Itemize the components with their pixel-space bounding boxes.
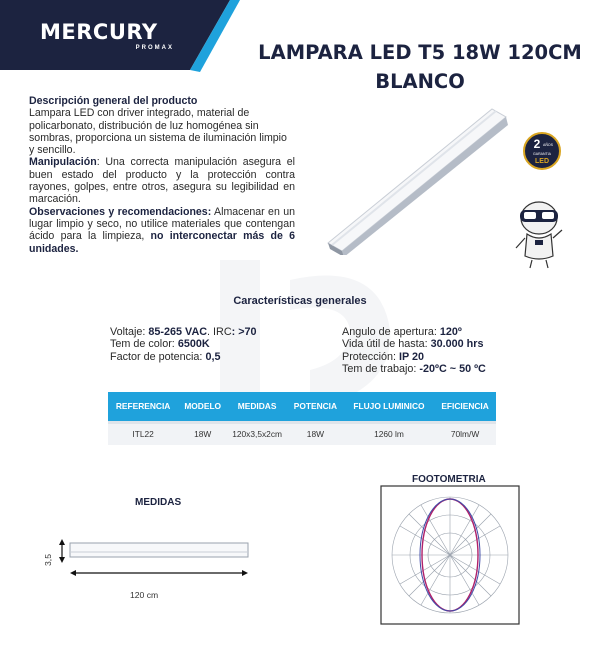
- feature-value: 0,5: [205, 350, 221, 363]
- description-text: Lampara LED con driver integrado, material de policarbonato, distribución de luz homogénea sin sombras, proporciona un sistema de iluminación limpio y sencillo.: [29, 107, 287, 157]
- feature-value: IP 20: [399, 350, 425, 363]
- photometry-polar-diagram: [380, 485, 520, 625]
- observations-warning: no interconectar más de 6 unidades.: [29, 230, 296, 255]
- feature-work-temp: [342, 363, 486, 375]
- feature-value: 120º: [439, 326, 462, 338]
- manipulation-label: Manipulación: [29, 156, 97, 169]
- brand-name: MERCURY: [40, 20, 158, 44]
- feature-label: Protección:: [342, 350, 400, 363]
- feature-voltage: [110, 326, 257, 338]
- title-line-2: BLANCO: [375, 70, 465, 93]
- badge-unit: AÑOS: [543, 143, 553, 147]
- brand-logo: [40, 20, 180, 60]
- table-cell: 1260 lm: [344, 422, 434, 445]
- feature-power-factor: [110, 351, 257, 363]
- fotometria-title: FOOTOMETRIA: [412, 474, 486, 485]
- feature-label: Voltaje:: [110, 326, 149, 338]
- table-header-row: [108, 392, 496, 422]
- length-label: 120 cm: [130, 590, 159, 600]
- product-title: [250, 38, 590, 96]
- feature-label: Angulo de apertura:: [342, 326, 440, 338]
- product-description: [29, 95, 295, 255]
- feature-beam-angle: [342, 326, 486, 338]
- feature-value: 30.000 hrs: [430, 338, 484, 351]
- feature-value: : >70: [231, 326, 257, 338]
- feature-lifetime: [342, 338, 486, 350]
- title-line-1: LAMPARA LED T5 18W 120CM: [258, 41, 582, 64]
- badge-line2: LED: [535, 158, 549, 165]
- feature-value: -20ºC ~ 50 ºC: [419, 363, 486, 376]
- table-header: MEDIDAS: [227, 392, 287, 422]
- badge-years: 2: [533, 137, 541, 151]
- table-header: POTENCIA: [287, 392, 344, 422]
- observations-text: Almacenar en un lugar limpio y seco, no utilice materiales que contengan ácido para la limpieza,: [29, 205, 295, 243]
- feature-label: Factor de potencia:: [110, 350, 206, 363]
- badge-line1: GARANTIA: [533, 152, 551, 156]
- feature-label: Tem de trabajo:: [342, 363, 420, 376]
- brand-sub: PROMAX: [135, 45, 174, 51]
- features-right: [342, 326, 486, 376]
- table-header: MODELO: [178, 392, 227, 422]
- table-cell: 18W: [287, 422, 344, 445]
- table-cell: 18W: [178, 422, 227, 445]
- table-row: [108, 422, 496, 445]
- feature-label: . IRC: [207, 326, 232, 338]
- feature-value: 6500K: [177, 338, 210, 351]
- medidas-title: MEDIDAS: [135, 497, 182, 508]
- table-cell: 70lm/W: [434, 422, 496, 445]
- mascot-icon: [512, 190, 567, 270]
- features-left: [110, 326, 257, 363]
- warranty-badge-icon: [522, 131, 562, 171]
- table-header: EFICIENCIA: [434, 392, 496, 422]
- table-cell: 120x3,5x2cm: [227, 422, 287, 445]
- feature-label: Vida útil de hasta:: [342, 338, 431, 351]
- features-title: Características generales: [233, 295, 367, 307]
- product-image: [320, 105, 520, 255]
- manipulation-paragraph: [29, 156, 295, 205]
- manipulation-text: : Una correcta manipulación asegura el buen estado del producto y la protección contra rayones, golpes, entre otros, asegura su legibilidad en marcación.: [29, 156, 295, 206]
- observations-label: Observaciones y recomendaciones:: [29, 205, 212, 218]
- feature-color-temp: [110, 338, 257, 350]
- table-header: FLUJO LUMINICO: [344, 392, 434, 422]
- feature-protection: [342, 351, 486, 363]
- feature-label: Tem de color:: [110, 338, 178, 351]
- feature-value: 85-265 VAC: [148, 326, 208, 338]
- spec-table: [108, 392, 496, 445]
- table-cell: ITL22: [108, 422, 178, 445]
- height-label: 3,5: [42, 554, 53, 566]
- description-heading: Descripción general del producto: [29, 95, 198, 107]
- table-header: REFERENCIA: [108, 392, 178, 422]
